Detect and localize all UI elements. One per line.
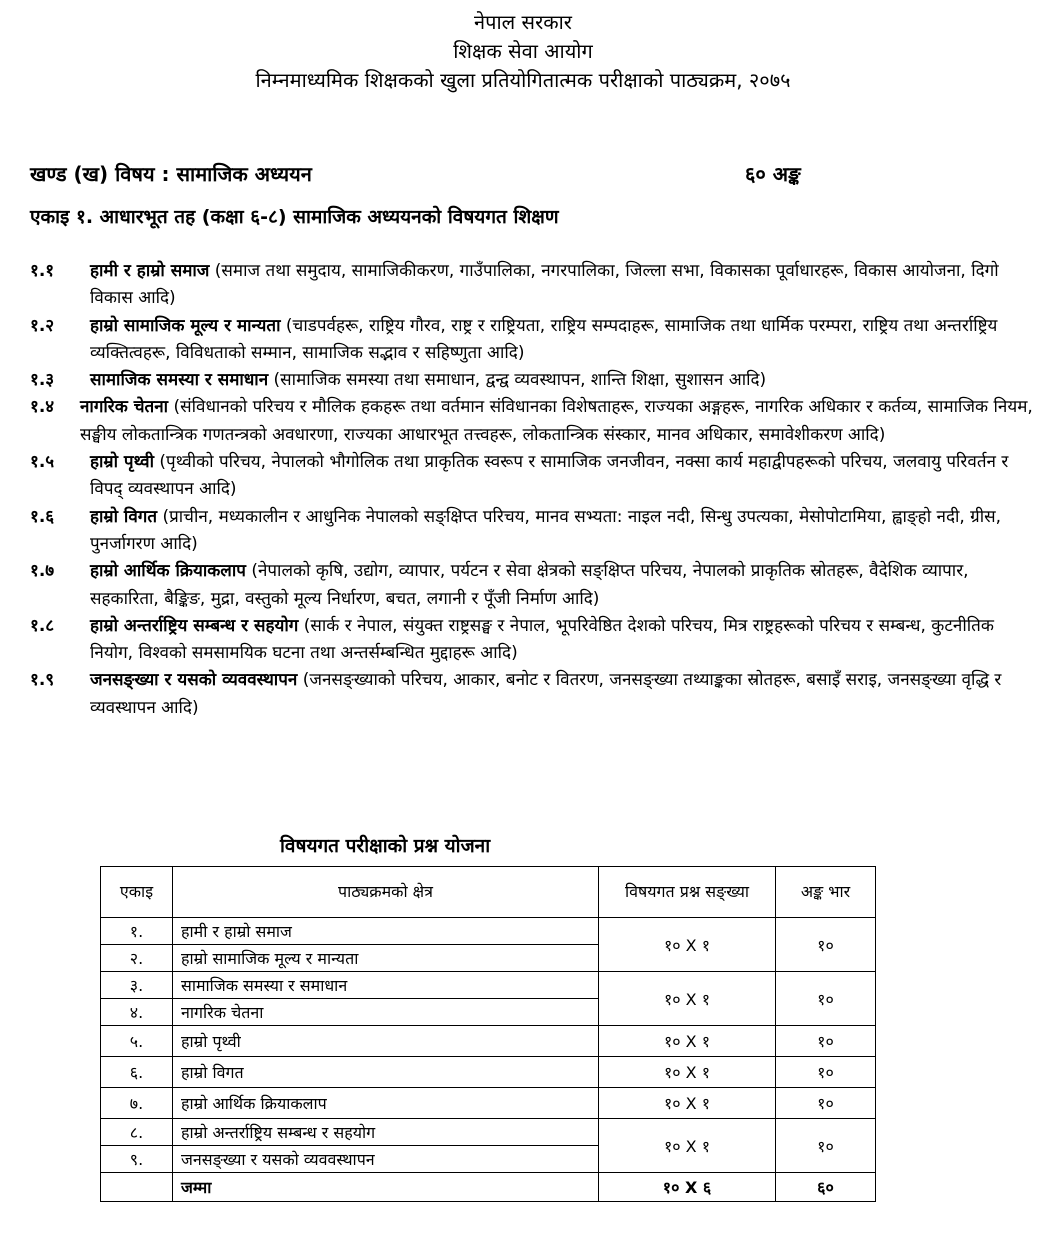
area-cell: सामाजिक समस्या र समाधान bbox=[173, 972, 599, 999]
area-cell: नागरिक चेतना bbox=[173, 999, 599, 1026]
syllabus-item bbox=[30, 504, 1040, 559]
questions-cell: १० X १ bbox=[599, 1119, 776, 1173]
item-description: (नेपालको कृषि, उद्योग, व्यापार, पर्यटन र सेवा क्षेत्रको सङ्क्षिप्त परिचय, नेपालको प्राकृतिक स्रोतहरू, वैदेशिक व्यापार, सहकारिता, बैङ्किङ, मुद्रा, वस्तुको मूल्य निर्धारण, बचत, लगानी र पूँजी निर्माण आदि) bbox=[90, 561, 969, 609]
total-questions: १० X ६ bbox=[599, 1173, 776, 1202]
unit-heading: एकाइ १. आधारभूत तह (कक्षा ६-८) सामाजिक अध्ययनको विषयगत शिक्षण bbox=[30, 206, 559, 228]
item-number: १.८ bbox=[30, 615, 55, 636]
header-unit: एकाइ bbox=[101, 867, 173, 918]
marks-cell: १० bbox=[776, 918, 876, 972]
table-header-row bbox=[101, 867, 876, 918]
table-row bbox=[101, 1088, 876, 1119]
area-cell: जनसङ्ख्या र यसको व्यववस्थापन bbox=[173, 1146, 599, 1173]
area-cell: हाम्रो विगत bbox=[173, 1057, 599, 1088]
section-title: खण्ड (ख) विषय : सामाजिक अध्ययन bbox=[30, 162, 312, 186]
question-plan-table bbox=[100, 866, 876, 1202]
item-description: (प्राचीन, मध्यकालीन र आधुनिक नेपालको सङ्क्षिप्त परिचय, मानव सभ्यता: नाइल नदी, सिन्धु उपत्यका, मेसोपोटामिया, ह्वाङ्हो नदी, ग्रीस, पुनर्जागरण आदि) bbox=[90, 506, 1002, 554]
header-commission: शिक्षक सेवा आयोग bbox=[453, 39, 593, 63]
item-title: जनसङ्ख्या र यसको व्यववस्थापन bbox=[90, 670, 298, 691]
total-label: जम्मा bbox=[173, 1173, 599, 1202]
area-cell: हाम्रो सामाजिक मूल्य र मान्यता bbox=[173, 945, 599, 972]
header-questions: विषयगत प्रश्न सङ्ख्या bbox=[599, 867, 776, 918]
header-syllabus-title: निम्नमाध्यमिक शिक्षकको खुला प्रतियोगितात्मक परीक्षाको पाठ्यक्रम, २०७५ bbox=[255, 68, 791, 92]
unit-cell: ६. bbox=[101, 1057, 173, 1088]
marks-cell: १० bbox=[776, 1026, 876, 1057]
item-number: १.९ bbox=[30, 670, 55, 691]
question-plan-title: विषयगत परीक्षाको प्रश्न योजना bbox=[280, 835, 491, 857]
syllabus-item bbox=[30, 667, 1040, 722]
item-title: नागरिक चेतना bbox=[80, 397, 169, 418]
syllabus-item bbox=[30, 558, 1040, 613]
section-marks: ६० अङ्क bbox=[745, 162, 801, 186]
item-title: हाम्रो आर्थिक क्रियाकलाप bbox=[90, 561, 246, 582]
item-title: हाम्रो अन्तर्राष्ट्रिय सम्बन्ध र सहयोग bbox=[90, 615, 299, 636]
unit-cell: ५. bbox=[101, 1026, 173, 1057]
item-number: १.५ bbox=[30, 452, 55, 473]
syllabus-item bbox=[30, 313, 1040, 368]
item-description: (जनसङ्ख्याको परिचय, आकार, बनोट र वितरण, जनसङ्ख्या तथ्याङ्कका स्रोतहरू, बसाइँ सराइ, जनसङ्ख्या वृद्धि र व्यवस्थापन आदि) bbox=[90, 670, 1002, 718]
item-title: हाम्रो पृथ्वी bbox=[90, 452, 154, 473]
item-title: सामाजिक समस्या र समाधान bbox=[90, 370, 269, 391]
item-description: (सार्क र नेपाल, संयुक्त राष्ट्रसङ्घ र नेपाल, भूपरिवेष्ठित देशको परिचय, मित्र राष्ट्रहरूको परिचय र सम्बन्ध, कुटनीतिक नियोग, विश्वको समसामयिक घटना तथा अन्तर्सम्बन्धित मुद्दाहरू आदि) bbox=[90, 615, 994, 664]
syllabus-item bbox=[30, 367, 1040, 394]
questions-cell: १० X १ bbox=[599, 1026, 776, 1057]
questions-cell: १० X १ bbox=[599, 972, 776, 1026]
unit-cell: ८. bbox=[101, 1119, 173, 1146]
questions-cell: १० X १ bbox=[599, 1088, 776, 1119]
table-row bbox=[101, 1026, 876, 1057]
unit-cell: ९. bbox=[101, 1146, 173, 1173]
total-marks: ६० bbox=[776, 1173, 876, 1202]
table-row bbox=[101, 1119, 876, 1146]
header-marks: अङ्क भार bbox=[776, 867, 876, 918]
marks-cell: १० bbox=[776, 1057, 876, 1088]
item-description: (संविधानको परिचय र मौलिक हकहरू तथा वर्तमान संविधानका विशेषताहरू, राज्यका अङ्गहरू, नागरिक अधिकार र कर्तव्य, सामाजिक नियम, सङ्घीय लोकतान्त्रिक गणतन्त्रको अवधारणा, राज्यका आधारभूत तत्त्वहरू, लोकतान्त्रिक संस्कार, मानव अधिकार, समावेशीकरण आदि) bbox=[80, 397, 1033, 445]
item-title: हाम्रो विगत bbox=[90, 506, 158, 527]
syllabus-item bbox=[30, 613, 1040, 668]
marks-cell: १० bbox=[776, 1119, 876, 1173]
item-description: (चाडपर्वहरू, राष्ट्रिय गौरव, राष्ट्र र राष्ट्रियता, राष्ट्रिय सम्पदाहरू, सामाजिक तथा धार्मिक परम्परा, राष्ट्रिय तथा अन्तर्राष्ट्रिय व्यक्तित्वहरू, विविधताको सम्मान, सामाजिक सद्भाव र सहिष्णुता आदि) bbox=[90, 315, 998, 363]
marks-cell: १० bbox=[776, 972, 876, 1026]
item-number: १.४ bbox=[30, 397, 55, 418]
table-total-row bbox=[101, 1173, 876, 1202]
item-title: हामी र हाम्रो समाज bbox=[90, 261, 210, 281]
unit-cell: २. bbox=[101, 945, 173, 972]
syllabus-item bbox=[30, 258, 1040, 313]
item-description: (पृथ्वीको परिचय, नेपालको भौगोलिक तथा प्राकृतिक स्वरूप र सामाजिक जनजीवन, नक्सा कार्य महाद्वीपहरूको परिचय, जलवायु परिवर्तन र विपद् व्यवस्थापन आदि) bbox=[90, 452, 1009, 500]
item-number: १.३ bbox=[30, 370, 55, 391]
table-row bbox=[101, 1057, 876, 1088]
marks-cell: १० bbox=[776, 1088, 876, 1119]
unit-cell: ३. bbox=[101, 972, 173, 999]
area-cell: हाम्रो अन्तर्राष्ट्रिय सम्बन्ध र सहयोग bbox=[173, 1119, 599, 1146]
questions-cell: १० X १ bbox=[599, 918, 776, 972]
unit-cell: ७. bbox=[101, 1088, 173, 1119]
item-description: (सामाजिक समस्या तथा समाधान, द्वन्द्व व्यवस्थापन, शान्ति शिक्षा, सुशासन आदि) bbox=[273, 370, 767, 391]
syllabus-item bbox=[30, 394, 1040, 449]
item-title: हाम्रो सामाजिक मूल्य र मान्यता bbox=[90, 315, 281, 336]
item-description: (समाज तथा समुदाय, सामाजिकीकरण, गाउँपालिका, नगरपालिका, जिल्ला सभा, विकासका पूर्वाधारहरू, विकास आयोजना, दिगो विकास आदि) bbox=[90, 261, 999, 309]
table-row bbox=[101, 918, 876, 945]
area-cell: हाम्रो आर्थिक क्रियाकलाप bbox=[173, 1088, 599, 1119]
item-number: १.६ bbox=[30, 506, 55, 527]
syllabus-items bbox=[30, 258, 1040, 722]
header-area: पाठ्यक्रमको क्षेत्र bbox=[173, 867, 599, 918]
item-number: १.२ bbox=[30, 315, 55, 336]
unit-cell: ४. bbox=[101, 999, 173, 1026]
document-header bbox=[0, 0, 1046, 95]
area-cell: हामी र हाम्रो समाज bbox=[173, 918, 599, 945]
header-government: नेपाल सरकार bbox=[474, 10, 572, 34]
area-cell: हाम्रो पृथ्वी bbox=[173, 1026, 599, 1057]
item-number: १.७ bbox=[30, 561, 55, 582]
table-row bbox=[101, 972, 876, 999]
syllabus-item bbox=[30, 449, 1040, 504]
empty-cell bbox=[101, 1173, 173, 1202]
unit-cell: १. bbox=[101, 918, 173, 945]
item-number: १.१ bbox=[30, 261, 55, 281]
questions-cell: १० X १ bbox=[599, 1057, 776, 1088]
